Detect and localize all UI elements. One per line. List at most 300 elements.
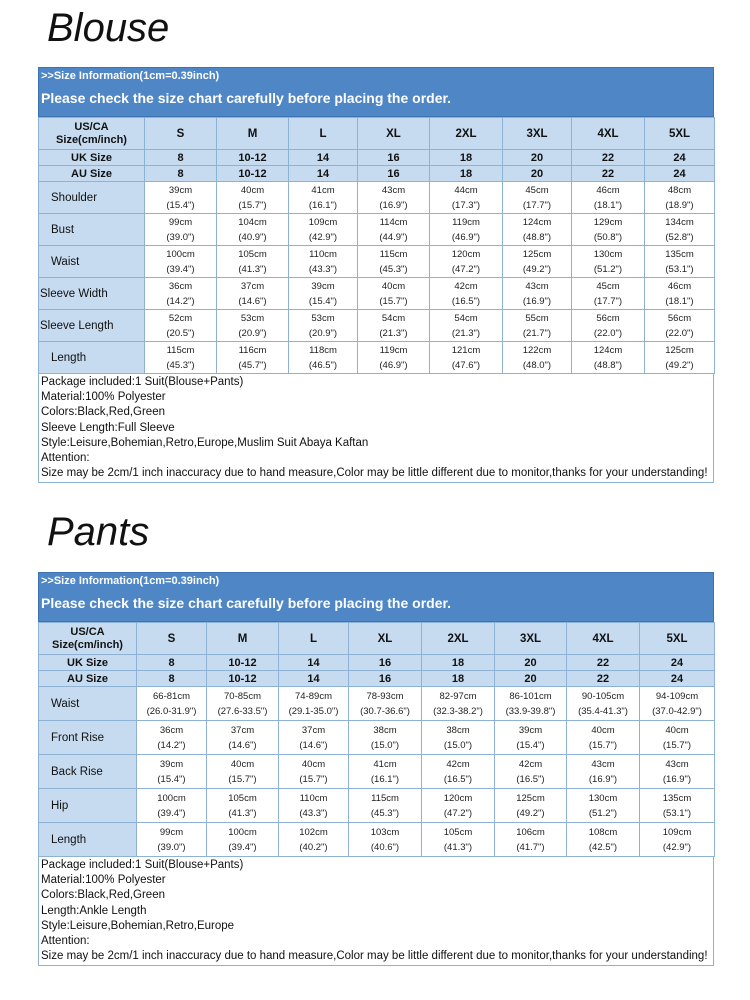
blouse-size-table xyxy=(38,117,715,374)
blouse-au-value: 22 xyxy=(572,166,645,182)
measure-cm: 120cm xyxy=(443,792,473,804)
measure-inch: (47.2") xyxy=(451,263,481,275)
measure-inch: (15.0") xyxy=(370,739,400,751)
measure-cm: 109cm xyxy=(662,826,692,838)
measure-cm: 55cm xyxy=(525,312,549,324)
blouse-row-waist xyxy=(39,246,715,278)
blouse-measure-cell xyxy=(289,310,358,342)
measure-inch: (39.0") xyxy=(166,231,195,243)
measure-inch: (51.2") xyxy=(593,263,623,275)
blouse-measure-cell xyxy=(289,182,358,214)
pants-au-value: 20 xyxy=(495,671,567,687)
measure-inch: (26.0-31.9") xyxy=(146,705,197,717)
pants-measure-cell xyxy=(422,721,495,755)
measure-inch: (46.9") xyxy=(451,231,481,243)
blouse-au-value: 20 xyxy=(503,166,572,182)
measure-inch: (16.9") xyxy=(662,773,692,785)
blouse-row-length xyxy=(39,342,715,374)
pants-measure-cell xyxy=(567,721,640,755)
measure-cm: 37cm xyxy=(240,280,265,292)
pants-measure-cell xyxy=(495,755,567,789)
blouse-uk-value: 20 xyxy=(503,150,572,166)
blouse-measure-cell xyxy=(289,342,358,374)
measure-inch: (20.9") xyxy=(238,327,267,339)
measure-cm: 130cm xyxy=(588,792,618,804)
pants-row-hip xyxy=(39,789,715,823)
measure-inch: (45.7") xyxy=(238,359,267,371)
blouse-measure-cell xyxy=(430,278,503,310)
blouse-au-value: 8 xyxy=(145,166,217,182)
measure-inch: (42.5") xyxy=(588,841,618,853)
pants-measure-cell xyxy=(495,823,567,857)
pants-measure-cell xyxy=(279,721,349,755)
pants-measure-cell xyxy=(640,687,715,721)
measure-cm: 40cm xyxy=(301,758,326,770)
measure-cm: 54cm xyxy=(381,312,406,324)
measure-cm: 43cm xyxy=(591,758,615,770)
blouse-measure-cell xyxy=(217,214,289,246)
blouse-measure-cell xyxy=(145,342,217,374)
pants-row-label: Waist xyxy=(39,687,137,721)
blouse-au-label: AU Size xyxy=(39,166,145,182)
blouse-row-sleeve-length xyxy=(39,310,715,342)
measure-cm: 38cm xyxy=(446,724,470,736)
measure-cm: 86-101cm xyxy=(509,690,552,702)
blouse-measure-cell xyxy=(145,246,217,278)
measure-inch: (52.8") xyxy=(665,231,694,243)
blouse-measure-cell xyxy=(503,310,572,342)
blouse-measure-cell xyxy=(430,342,503,374)
pants-warning: Please check the size chart carefully before placing the order. xyxy=(41,595,452,611)
measure-inch: (46.5") xyxy=(308,359,338,371)
pants-au-row xyxy=(39,671,715,687)
pants-measure-cell xyxy=(422,823,495,857)
measure-cm: 40cm xyxy=(591,724,615,736)
blouse-size-chart xyxy=(38,67,714,483)
measure-inch: (30.7-36.6") xyxy=(360,705,410,717)
blouse-row-label: Waist xyxy=(39,246,145,278)
pants-measure-cell xyxy=(279,755,349,789)
measure-inch: (45.3") xyxy=(166,359,195,371)
measure-cm: 125cm xyxy=(522,248,552,260)
pants-row-back-rise xyxy=(39,755,715,789)
measure-cm: 39cm xyxy=(311,280,335,292)
measure-cm: 100cm xyxy=(228,826,257,838)
blouse-row-sleeve-width xyxy=(39,278,715,310)
measure-inch: (37.0-42.9") xyxy=(652,705,702,717)
measure-inch: (44.9") xyxy=(379,231,408,243)
measure-inch: (15.4") xyxy=(516,739,545,751)
pants-note-line: Size may be 2cm/1 inch inaccuracy due to hand measure,Color may be little different due to monitor,thanks for your understanding! xyxy=(41,950,708,963)
pants-measure-cell xyxy=(349,789,422,823)
measure-inch: (22.0") xyxy=(593,327,623,339)
pants-row-label: Hip xyxy=(39,789,137,823)
pants-measure-cell xyxy=(349,721,422,755)
measure-inch: (18.1") xyxy=(665,295,694,307)
blouse-measure-cell xyxy=(572,310,645,342)
measure-inch: (16.5") xyxy=(443,773,473,785)
blouse-warning: Please check the size chart carefully before placing the order. xyxy=(41,90,452,106)
measure-inch: (48.8") xyxy=(522,231,552,243)
measure-inch: (45.3") xyxy=(370,807,400,819)
measure-inch: (41.3") xyxy=(228,807,257,819)
measure-inch: (17.7") xyxy=(593,295,623,307)
measure-inch: (50.8") xyxy=(593,231,623,243)
measure-cm: 56cm xyxy=(667,312,692,324)
measure-inch: (47.6") xyxy=(451,359,481,371)
measure-cm: 39cm xyxy=(518,724,543,736)
pants-row-waist xyxy=(39,687,715,721)
measure-cm: 119cm xyxy=(379,344,408,356)
pants-measure-cell xyxy=(495,721,567,755)
blouse-row-label: Shoulder xyxy=(39,182,145,214)
measure-cm: 135cm xyxy=(662,792,692,804)
measure-inch: (20.5") xyxy=(166,327,195,339)
blouse-measure-cell xyxy=(289,214,358,246)
blouse-uk-value: 14 xyxy=(289,150,358,166)
pants-measure-cell xyxy=(279,789,349,823)
measure-cm: 120cm xyxy=(451,248,481,260)
measure-inch: (15.7") xyxy=(228,773,257,785)
pants-size-info: >>Size Information(1cm=0.39inch) xyxy=(41,575,220,587)
blouse-measure-cell xyxy=(572,182,645,214)
measure-inch: (16.1") xyxy=(370,773,400,785)
measure-cm: 134cm xyxy=(665,216,694,228)
measure-cm: 100cm xyxy=(157,792,186,804)
measure-cm: 78-93cm xyxy=(366,690,404,702)
measure-cm: 45cm xyxy=(596,280,620,292)
measure-cm: 100cm xyxy=(166,248,195,260)
pants-header-label-line1: US/CA xyxy=(70,625,105,638)
blouse-uk-value: 10-12 xyxy=(217,150,289,166)
pants-measure-cell xyxy=(349,687,422,721)
blouse-size-l: L xyxy=(289,118,358,150)
measure-inch: (39.4") xyxy=(157,807,186,819)
blouse-measure-cell xyxy=(358,278,430,310)
blouse-measure-cell xyxy=(572,246,645,278)
measure-inch: (15.4") xyxy=(308,295,338,307)
measure-cm: 110cm xyxy=(299,792,328,804)
measure-cm: 119cm xyxy=(452,216,480,228)
blouse-au-value: 16 xyxy=(358,166,430,182)
measure-cm: 103cm xyxy=(370,826,400,838)
blouse-measure-cell xyxy=(645,214,715,246)
measure-cm: 38cm xyxy=(373,724,397,736)
blouse-uk-row xyxy=(39,150,715,166)
measure-inch: (18.1") xyxy=(593,199,623,211)
blouse-measure-cell xyxy=(645,246,715,278)
pants-au-value: 8 xyxy=(137,671,207,687)
blouse-au-value: 14 xyxy=(289,166,358,182)
measure-cm: 56cm xyxy=(596,312,620,324)
measure-inch: (21.3") xyxy=(451,327,481,339)
pants-note-line: Colors:Black,Red,Green xyxy=(41,889,165,902)
pants-banner xyxy=(38,572,714,622)
measure-inch: (21.7") xyxy=(522,327,552,339)
measure-cm: 124cm xyxy=(522,216,552,228)
measure-cm: 125cm xyxy=(516,792,545,804)
pants-size-5xl: 5XL xyxy=(640,623,715,655)
pants-notes xyxy=(38,857,714,966)
blouse-measure-cell xyxy=(645,182,715,214)
measure-inch: (40.9") xyxy=(238,231,267,243)
blouse-uk-value: 8 xyxy=(145,150,217,166)
measure-inch: (14.6") xyxy=(238,295,267,307)
pants-uk-value: 24 xyxy=(640,655,715,671)
measure-inch: (46.9") xyxy=(379,359,408,371)
measure-inch: (43.3") xyxy=(299,807,328,819)
measure-cm: 45cm xyxy=(525,184,549,196)
pants-row-label: Length xyxy=(39,823,137,857)
measure-inch: (39.0") xyxy=(157,841,186,853)
blouse-au-value: 10-12 xyxy=(217,166,289,182)
measure-cm: 102cm xyxy=(299,826,328,838)
blouse-note-line: Colors:Black,Red,Green xyxy=(41,406,165,419)
pants-header-row xyxy=(39,623,715,655)
measure-inch: (16.9") xyxy=(522,295,552,307)
pants-measure-cell xyxy=(137,687,207,721)
measure-inch: (17.3") xyxy=(451,199,481,211)
measure-cm: 115cm xyxy=(166,344,195,356)
pants-measure-cell xyxy=(567,789,640,823)
measure-inch: (40.6") xyxy=(370,841,400,853)
pants-au-value: 22 xyxy=(567,671,640,687)
measure-inch: (18.9") xyxy=(665,199,694,211)
measure-cm: 116cm xyxy=(238,344,267,356)
pants-uk-row xyxy=(39,655,715,671)
measure-inch: (41.3") xyxy=(443,841,473,853)
measure-cm: 37cm xyxy=(230,724,255,736)
blouse-au-row xyxy=(39,166,715,182)
measure-inch: (14.6") xyxy=(299,739,328,751)
measure-inch: (29.1-35.0") xyxy=(288,705,339,717)
blouse-measure-cell xyxy=(430,214,503,246)
blouse-notes xyxy=(38,374,714,483)
pants-measure-cell xyxy=(567,687,640,721)
measure-inch: (32.3-38.2") xyxy=(433,705,483,717)
pants-uk-value: 18 xyxy=(422,655,495,671)
pants-measure-cell xyxy=(495,789,567,823)
measure-cm: 44cm xyxy=(454,184,478,196)
measure-inch: (15.4") xyxy=(166,199,195,211)
blouse-size-3xl: 3XL xyxy=(503,118,572,150)
measure-inch: (20.9") xyxy=(308,327,338,339)
measure-cm: 40cm xyxy=(665,724,689,736)
blouse-uk-value: 16 xyxy=(358,150,430,166)
pants-size-xl: XL xyxy=(349,623,422,655)
pants-measure-cell xyxy=(279,687,349,721)
blouse-note-line: Material:100% Polyester xyxy=(41,391,166,404)
pants-measure-cell xyxy=(137,789,207,823)
blouse-measure-cell xyxy=(358,182,430,214)
blouse-measure-cell xyxy=(503,182,572,214)
pants-measure-cell xyxy=(349,755,422,789)
blouse-measure-cell xyxy=(217,246,289,278)
measure-cm: 42cm xyxy=(518,758,543,770)
measure-inch: (39.4") xyxy=(228,841,257,853)
measure-cm: 115cm xyxy=(371,792,399,804)
measure-inch: (49.2") xyxy=(516,807,545,819)
measure-cm: 99cm xyxy=(159,826,184,838)
pants-note-line: Length:Ankle Length xyxy=(41,904,147,917)
blouse-measure-cell xyxy=(289,246,358,278)
blouse-measure-cell xyxy=(430,246,503,278)
measure-inch: (48.8") xyxy=(593,359,623,371)
measure-inch: (53.1") xyxy=(665,263,694,275)
blouse-measure-cell xyxy=(572,278,645,310)
blouse-au-value: 18 xyxy=(430,166,503,182)
measure-inch: (21.3") xyxy=(379,327,408,339)
measure-inch: (39.4") xyxy=(166,263,195,275)
measure-cm: 109cm xyxy=(308,216,338,228)
measure-inch: (16.5") xyxy=(451,295,481,307)
measure-cm: 39cm xyxy=(168,184,193,196)
pants-title: Pants xyxy=(47,510,150,554)
blouse-measure-cell xyxy=(217,342,289,374)
measure-inch: (48.0") xyxy=(522,359,552,371)
blouse-header-label xyxy=(39,118,145,150)
measure-cm: 52cm xyxy=(168,312,193,324)
blouse-banner xyxy=(38,67,714,117)
pants-measure-cell xyxy=(640,823,715,857)
measure-inch: (53.1") xyxy=(662,807,692,819)
measure-inch: (17.7") xyxy=(522,199,552,211)
measure-inch: (43.3") xyxy=(308,263,338,275)
pants-au-value: 18 xyxy=(422,671,495,687)
measure-inch: (14.2") xyxy=(166,295,195,307)
measure-cm: 36cm xyxy=(159,724,184,736)
measure-inch: (42.9") xyxy=(662,841,692,853)
blouse-measure-cell xyxy=(503,214,572,246)
pants-au-value: 10-12 xyxy=(207,671,279,687)
pants-measure-cell xyxy=(207,721,279,755)
measure-cm: 70-85cm xyxy=(224,690,261,702)
blouse-uk-label: UK Size xyxy=(39,150,145,166)
pants-uk-value: 16 xyxy=(349,655,422,671)
pants-uk-value: 22 xyxy=(567,655,640,671)
measure-inch: (16.5") xyxy=(516,773,545,785)
pants-measure-cell xyxy=(279,823,349,857)
pants-measure-cell xyxy=(207,755,279,789)
measure-cm: 124cm xyxy=(593,344,623,356)
measure-inch: (14.6") xyxy=(228,739,257,751)
blouse-measure-cell xyxy=(358,310,430,342)
measure-cm: 43cm xyxy=(665,758,689,770)
pants-au-value: 14 xyxy=(279,671,349,687)
measure-cm: 108cm xyxy=(588,826,618,838)
measure-cm: 105cm xyxy=(443,826,473,838)
blouse-measure-cell xyxy=(572,342,645,374)
blouse-measure-cell xyxy=(645,278,715,310)
measure-cm: 106cm xyxy=(516,826,545,838)
pants-row-length xyxy=(39,823,715,857)
measure-inch: (16.9") xyxy=(379,199,408,211)
pants-au-label: AU Size xyxy=(39,671,137,687)
measure-cm: 53cm xyxy=(311,312,335,324)
measure-inch: (16.9") xyxy=(588,773,618,785)
blouse-title: Blouse xyxy=(47,6,170,50)
blouse-measure-cell xyxy=(217,310,289,342)
measure-cm: 43cm xyxy=(381,184,406,196)
blouse-header-label-line2: Size(cm/inch) xyxy=(56,133,127,146)
measure-inch: (41.3") xyxy=(238,263,267,275)
pants-au-value: 16 xyxy=(349,671,422,687)
pants-measure-cell xyxy=(640,789,715,823)
measure-inch: (49.2") xyxy=(665,359,694,371)
measure-cm: 105cm xyxy=(238,248,267,260)
measure-cm: 41cm xyxy=(373,758,397,770)
measure-cm: 36cm xyxy=(168,280,193,292)
measure-cm: 41cm xyxy=(311,184,335,196)
blouse-measure-cell xyxy=(430,310,503,342)
measure-cm: 121cm xyxy=(451,344,481,356)
measure-cm: 122cm xyxy=(522,344,552,356)
blouse-size-s: S xyxy=(145,118,217,150)
measure-cm: 125cm xyxy=(665,344,694,356)
measure-cm: 48cm xyxy=(667,184,692,196)
measure-cm: 40cm xyxy=(381,280,406,292)
blouse-uk-value: 24 xyxy=(645,150,715,166)
pants-measure-cell xyxy=(207,687,279,721)
blouse-note-line: Style:Leisure,Bohemian,Retro,Europe,Muslim Suit Abaya Kaftan xyxy=(41,436,369,449)
pants-header-label xyxy=(39,623,137,655)
blouse-row-label: Sleeve Length xyxy=(39,310,145,342)
pants-uk-value: 10-12 xyxy=(207,655,279,671)
pants-measure-cell xyxy=(422,789,495,823)
blouse-measure-cell xyxy=(503,278,572,310)
measure-cm: 53cm xyxy=(240,312,265,324)
blouse-note-line: Attention: xyxy=(41,452,90,465)
measure-cm: 42cm xyxy=(454,280,478,292)
blouse-au-value: 24 xyxy=(645,166,715,182)
measure-inch: (41.7") xyxy=(516,841,545,853)
pants-size-m: M xyxy=(207,623,279,655)
pants-row-label: Front Rise xyxy=(39,721,137,755)
measure-inch: (16.1") xyxy=(308,199,338,211)
measure-cm: 118cm xyxy=(309,344,337,356)
blouse-size-4xl: 4XL xyxy=(572,118,645,150)
measure-inch: (47.2") xyxy=(443,807,473,819)
blouse-header-label-line1: US/CA xyxy=(74,120,109,133)
measure-cm: 66-81cm xyxy=(153,690,190,702)
measure-inch: (15.7") xyxy=(379,295,408,307)
pants-note-line: Style:Leisure,Bohemian,Retro,Europe xyxy=(41,919,235,932)
pants-measure-cell xyxy=(207,789,279,823)
pants-size-l: L xyxy=(279,623,349,655)
blouse-note-line: Package included:1 Suit(Blouse+Pants) xyxy=(41,376,244,388)
measure-cm: 104cm xyxy=(238,216,267,228)
blouse-size-xl: XL xyxy=(358,118,430,150)
pants-uk-value: 8 xyxy=(137,655,207,671)
measure-inch: (15.4") xyxy=(157,773,186,785)
measure-inch: (49.2") xyxy=(522,263,552,275)
measure-inch: (40.2") xyxy=(299,841,328,853)
blouse-uk-value: 18 xyxy=(430,150,503,166)
blouse-uk-value: 22 xyxy=(572,150,645,166)
pants-uk-label: UK Size xyxy=(39,655,137,671)
pants-measure-cell xyxy=(207,823,279,857)
blouse-measure-cell xyxy=(645,342,715,374)
pants-note-line: Package included:1 Suit(Blouse+Pants) xyxy=(41,859,244,871)
blouse-header-row xyxy=(39,118,715,150)
measure-inch: (14.2") xyxy=(157,739,186,751)
measure-cm: 94-109cm xyxy=(655,690,699,702)
blouse-measure-cell xyxy=(430,182,503,214)
blouse-measure-cell xyxy=(358,246,430,278)
measure-cm: 82-97cm xyxy=(439,690,477,702)
pants-measure-cell xyxy=(349,823,422,857)
measure-cm: 74-89cm xyxy=(295,690,332,702)
